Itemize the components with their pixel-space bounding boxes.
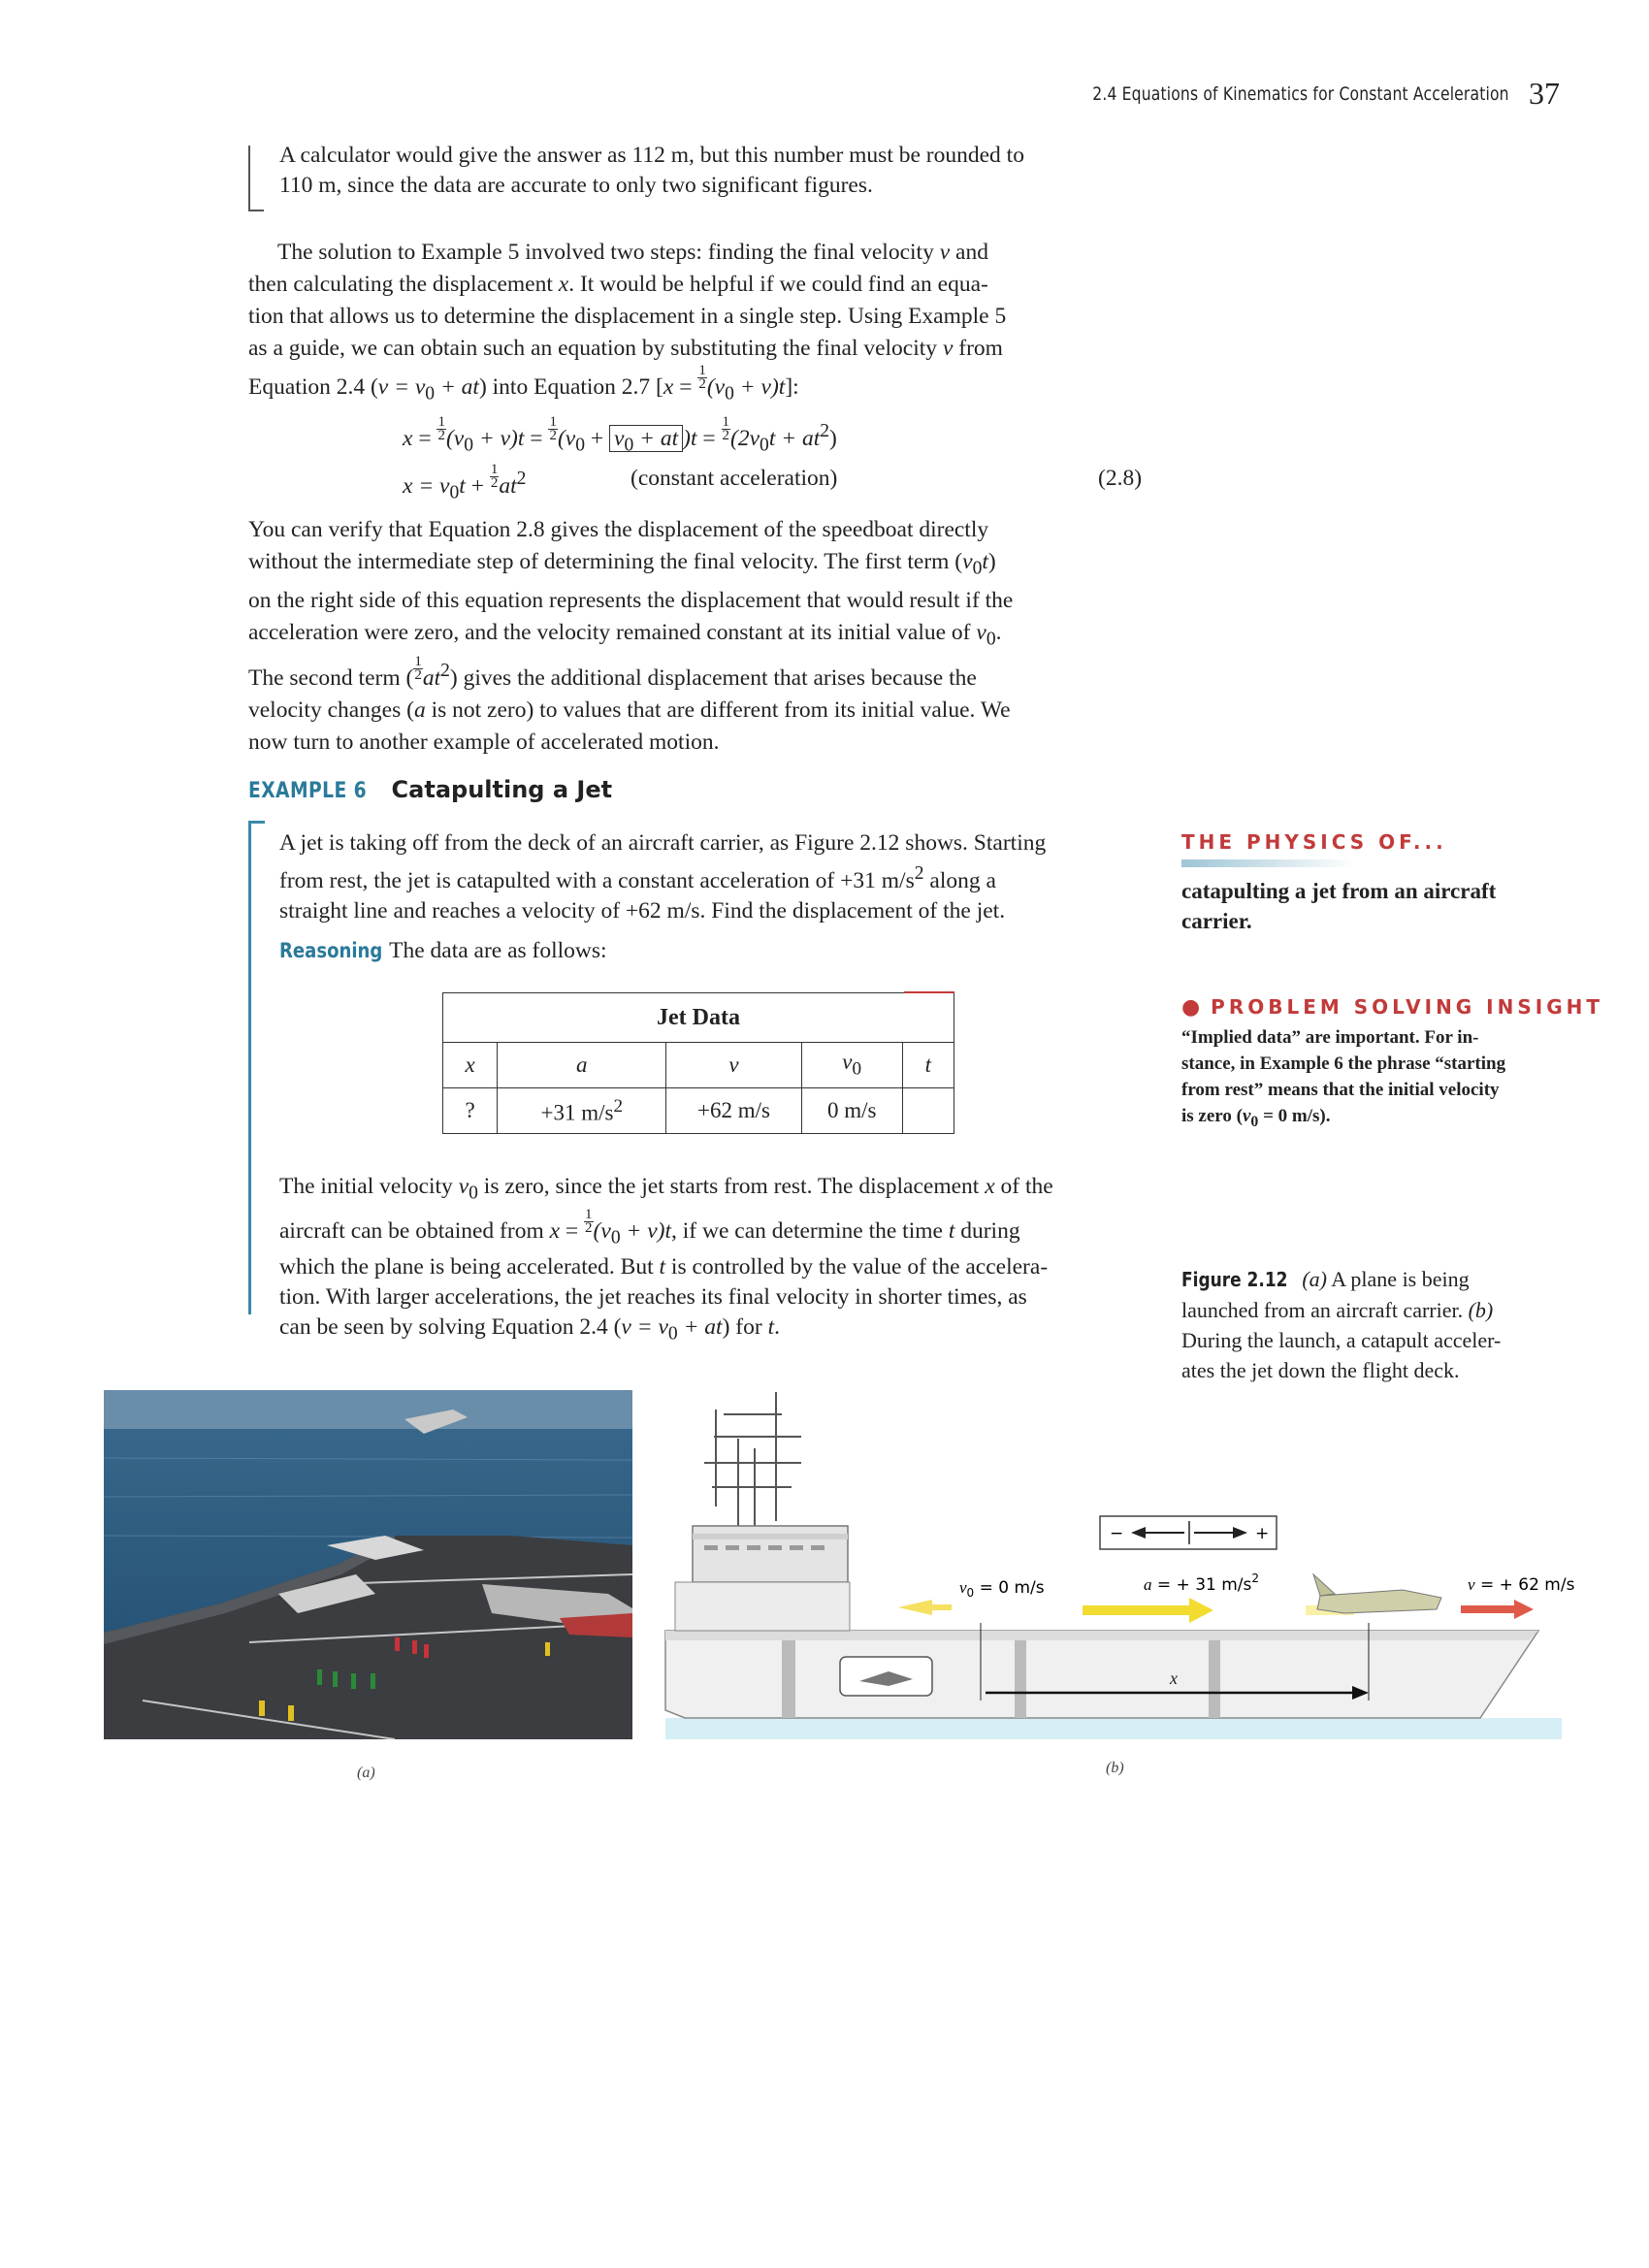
boxed-term [609, 425, 683, 456]
text: = 0 m/s). [1258, 1106, 1331, 1126]
text: , if we can determine the time [671, 1217, 949, 1244]
var: x [558, 272, 569, 297]
text-line [248, 237, 1148, 269]
text: +31 m/s [540, 1100, 614, 1125]
var: )t [683, 425, 697, 451]
subscript: 0 [986, 629, 996, 650]
text-line [279, 1206, 1148, 1253]
equation-number: (2.8) [1098, 466, 1143, 491]
text: aircraft can be obtained from [279, 1217, 550, 1244]
direction-indicator [1100, 1516, 1277, 1549]
fraction [436, 413, 446, 443]
paragraph-1 [248, 237, 1148, 410]
text: + [465, 472, 490, 499]
equation-note: (constant acceleration) [630, 466, 838, 491]
text: is zero ( [1181, 1106, 1243, 1126]
var: (a) [1302, 1267, 1327, 1291]
text-line [279, 1312, 1148, 1349]
text: . It would be helpful if we could find an equa- [568, 272, 988, 297]
example-label: EXAMPLE 6 [248, 779, 368, 803]
text: can be seen by solving Equation 2.4 ( [279, 1314, 622, 1341]
text: ]: [785, 374, 799, 400]
var: (v [557, 425, 576, 451]
var: + at [435, 374, 479, 400]
var: v [1242, 1106, 1251, 1126]
var: + v)t [473, 425, 525, 451]
var: (v [706, 374, 726, 400]
table-caption: Jet Data [443, 993, 954, 1043]
text: ) into Equation 2.7 [ [478, 374, 663, 400]
var: v [458, 1174, 469, 1199]
fraction [697, 365, 707, 391]
fraction-num: 1 [437, 413, 445, 430]
var: t [948, 1217, 955, 1244]
equation-substitution [403, 415, 837, 462]
text: is zero, since the jet starts from rest. The displacement [477, 1174, 986, 1199]
psi-heading [1181, 995, 1603, 1020]
text-line: ates the jet down the flight deck. [1181, 1358, 1460, 1382]
text-line [248, 333, 1148, 365]
bullet-icon: ● [1181, 995, 1201, 1020]
var: v [962, 549, 973, 574]
text-line: A calculator would give the answer as 112 m, but this number must be rounded to [279, 143, 1024, 168]
jet-icon [1313, 1574, 1441, 1613]
fraction-den: 2 [698, 376, 706, 392]
text: along a [923, 867, 996, 893]
var: t [459, 472, 466, 499]
text: . [774, 1314, 780, 1341]
text: launched from an aircraft carrier. [1181, 1298, 1469, 1322]
fraction-num: 1 [549, 413, 557, 430]
text-line [248, 365, 1148, 410]
physics-of-text [1181, 876, 1531, 936]
value-cell [498, 1088, 666, 1134]
example-heading [248, 776, 612, 803]
text-line: You can verify that Equation 2.8 gives the displacement of the speedboat directly [248, 517, 989, 542]
reasoning-line [279, 935, 607, 967]
text-line: stance, in Example 6 the phrase “starting [1181, 1053, 1506, 1074]
var: x [663, 374, 674, 400]
fraction [722, 413, 731, 443]
psi-text [1181, 1024, 1569, 1135]
fraction-den: 2 [585, 1219, 593, 1236]
fraction-den: 2 [490, 474, 499, 491]
text: Equation 2.4 ( [248, 374, 378, 400]
subscript: 0 [760, 435, 769, 456]
final-velocity-label: v = + 62 m/s [1468, 1575, 1575, 1595]
var: v [976, 619, 986, 645]
fraction [548, 413, 558, 443]
text: is controlled by the value of the accelera- [665, 1254, 1049, 1280]
text-line: now turn to another example of accelerated motion. [248, 729, 720, 756]
var: t [982, 549, 988, 574]
header-cell [801, 1043, 902, 1088]
fraction-num: 1 [414, 654, 422, 670]
value-cell: ? [443, 1088, 498, 1134]
var: (v [593, 1217, 611, 1244]
carrier-hull [665, 1631, 1538, 1718]
reasoning-label: Reasoning [279, 939, 383, 962]
var: + v)t [733, 374, 786, 400]
catapult-diagram [665, 1390, 1575, 1739]
fraction-num: 1 [722, 413, 730, 430]
acceleration-label: a = + 31 $m/s^2$ [1144, 1571, 1260, 1595]
var: v = v [621, 1314, 668, 1341]
text: ) [987, 549, 996, 574]
text: = [524, 425, 549, 451]
text-line: 110 m, since the data are accurate to only two significant figures. [279, 173, 873, 198]
value-cell: 0 m/s [801, 1088, 902, 1134]
psi-label: PROBLEM SOLVING INSIGHT [1211, 995, 1604, 1019]
superscript: 2 [914, 863, 924, 884]
table-accent [904, 991, 954, 993]
text-line: from rest” means that the initial velocity [1181, 1080, 1500, 1100]
text-line: tion. With larger accelerations, the jet reaches its final velocity in shorter times, as [279, 1284, 1027, 1311]
text: and [950, 240, 988, 265]
text-line [279, 859, 1148, 896]
running-header [687, 76, 1560, 112]
v0-label: $v_0 = 0$ m/s [959, 1578, 1045, 1600]
text: from rest, the jet is catapulted with a constant acceleration of +31 m/s [279, 867, 915, 893]
var: t [659, 1254, 666, 1280]
text: acceleration were zero, and the velocity remained constant at its initial value of [248, 619, 977, 645]
var: v = v [377, 374, 426, 400]
text-line: “Implied data” are important. For in- [1181, 1027, 1479, 1048]
text-line [248, 269, 1148, 301]
example-title: Catapulting a Jet [391, 776, 613, 803]
text-line: carrier. [1181, 909, 1252, 933]
var: x [985, 1174, 995, 1199]
section-title: 2.4 Equations of Kinematics for Constant Acceleration [1092, 83, 1509, 105]
subscript: 0 [624, 435, 634, 456]
subfigure-label-a: (a) [357, 1765, 375, 1781]
equation-2-8 [403, 463, 526, 509]
text-line [1181, 1103, 1569, 1135]
text: + [585, 425, 610, 451]
carrier-launch-photo [104, 1390, 632, 1739]
header-cell: t [902, 1043, 954, 1088]
text: during [954, 1217, 1020, 1244]
header-cell: a [498, 1043, 666, 1088]
example-reasoning-body [279, 1172, 1148, 1349]
plus-sign: + [1255, 1524, 1270, 1543]
subscript: 0 [667, 1324, 678, 1345]
header-cell: v [666, 1043, 801, 1088]
text-line [248, 546, 1148, 585]
var: + at [633, 425, 679, 451]
text: from [953, 336, 1003, 361]
fraction-den: 2 [414, 667, 422, 684]
var: v [939, 240, 951, 265]
var: v [842, 1050, 853, 1075]
value-cell: +62 m/s [666, 1088, 801, 1134]
text-line [1181, 1295, 1569, 1325]
var: (v [445, 425, 465, 451]
fraction-den: 2 [722, 427, 730, 443]
fraction-num: 1 [698, 363, 706, 378]
text: velocity changes ( [248, 697, 414, 724]
var: a [413, 697, 426, 724]
subscript: 0 [464, 435, 474, 456]
fraction-num: 1 [490, 461, 499, 477]
subscript: 0 [852, 1058, 862, 1080]
var: v [614, 425, 625, 451]
text: which the plane is being accelerated. But [279, 1254, 660, 1280]
fraction-num: 1 [585, 1206, 593, 1222]
var: at [422, 665, 441, 692]
displacement-label: x [1170, 1669, 1178, 1688]
table-header-row [443, 1043, 954, 1088]
reasoning-text: The data are as follows: [389, 938, 607, 963]
value-cell [902, 1088, 954, 1134]
text-line: on the right side of this equation represents the displacement that would result if the [248, 587, 1014, 613]
var: + v)t [620, 1217, 672, 1244]
fraction [584, 1206, 594, 1236]
text-line: catapulting a jet from an aircraft [1181, 879, 1497, 903]
text: The initial velocity [279, 1174, 459, 1199]
subscript: 0 [575, 435, 585, 456]
subfigure-label-b: (b) [1106, 1760, 1124, 1776]
text: ) for [722, 1314, 768, 1341]
text-line [248, 695, 1148, 727]
example-problem [279, 828, 1148, 926]
figure-caption [1181, 1264, 1569, 1385]
subscript: 0 [449, 482, 460, 503]
var: + at [677, 1314, 723, 1341]
minus-sign: − [1110, 1524, 1124, 1543]
solution-conclusion [279, 141, 1148, 201]
subscript: 0 [425, 383, 436, 405]
fraction-den: 2 [549, 427, 557, 443]
jet-data-table [442, 992, 954, 1134]
text: The second term ( [248, 665, 414, 692]
text: as a guide, we can obtain such an equation by substituting the final velocity [248, 336, 943, 361]
carrier-mast [704, 1392, 801, 1526]
example-bracket [248, 821, 265, 1314]
superscript: 2 [516, 469, 527, 489]
var: (2v [730, 425, 760, 451]
text: then calculating the displacement [248, 272, 559, 297]
var: x [403, 425, 413, 451]
text: is not zero) to values that are different from its initial value. We [425, 697, 1011, 724]
var: v [942, 336, 954, 361]
fraction-den: 2 [437, 427, 445, 443]
var: (b) [1468, 1298, 1494, 1322]
solution-bracket [248, 146, 264, 211]
text: ) gives the additional displacement that arises because the [449, 665, 977, 692]
fraction [490, 461, 500, 491]
var: = v [412, 472, 450, 499]
physics-of-label: THE PHYSICS OF... [1181, 830, 1447, 854]
text: = [696, 425, 722, 451]
fraction [413, 656, 423, 682]
subscript: 0 [1250, 1113, 1259, 1130]
text-line [279, 1172, 1148, 1209]
text: = [673, 374, 698, 400]
text-line: straight line and reaches a velocity of +62 m/s. Find the displacement of the jet. [279, 897, 1006, 923]
text: = [412, 425, 437, 451]
subscript: 0 [972, 558, 983, 579]
text-line: A jet is taking off from the deck of an aircraft carrier, as Figure 2.12 shows. Starting [279, 830, 1047, 856]
subscript: 0 [725, 383, 734, 405]
subscript: 0 [610, 1227, 621, 1248]
text: ) [829, 425, 837, 451]
page-number: 37 [1529, 76, 1560, 111]
var: t [767, 1314, 775, 1341]
velocity-arrow [1514, 1600, 1534, 1619]
text: = [560, 1217, 585, 1244]
figure-label: Figure 2.12 [1181, 1268, 1288, 1291]
text-line [248, 617, 1148, 656]
text-line [1181, 1264, 1569, 1295]
table-row [443, 1088, 954, 1134]
var: at [499, 472, 517, 499]
water [665, 1718, 1562, 1739]
superscript: 2 [820, 421, 830, 441]
text-line: During the launch, a catapult acceler- [1181, 1328, 1502, 1352]
header-cell: x [443, 1043, 498, 1088]
text-line: tion that allows us to determine the displacement in a single step. Using Example 5 [248, 304, 1007, 329]
text: The solution to Example 5 involved two steps: finding the final velocity [277, 240, 940, 265]
var: x [549, 1217, 561, 1244]
text: without the intermediate step of determining the final velocity. The first term ( [248, 549, 963, 574]
var: t + at [768, 425, 821, 451]
text: A plane is being [1326, 1267, 1470, 1291]
paragraph-2 [248, 514, 1148, 759]
superscript: 2 [440, 661, 450, 682]
text-line [248, 655, 1148, 695]
physics-of-rule [1181, 859, 1356, 867]
text: of the [994, 1174, 1053, 1199]
subscript: 0 [469, 1183, 478, 1204]
text: . [995, 619, 1002, 645]
text-line [279, 1252, 1148, 1282]
superscript: 2 [613, 1095, 624, 1117]
var: x [403, 472, 413, 499]
